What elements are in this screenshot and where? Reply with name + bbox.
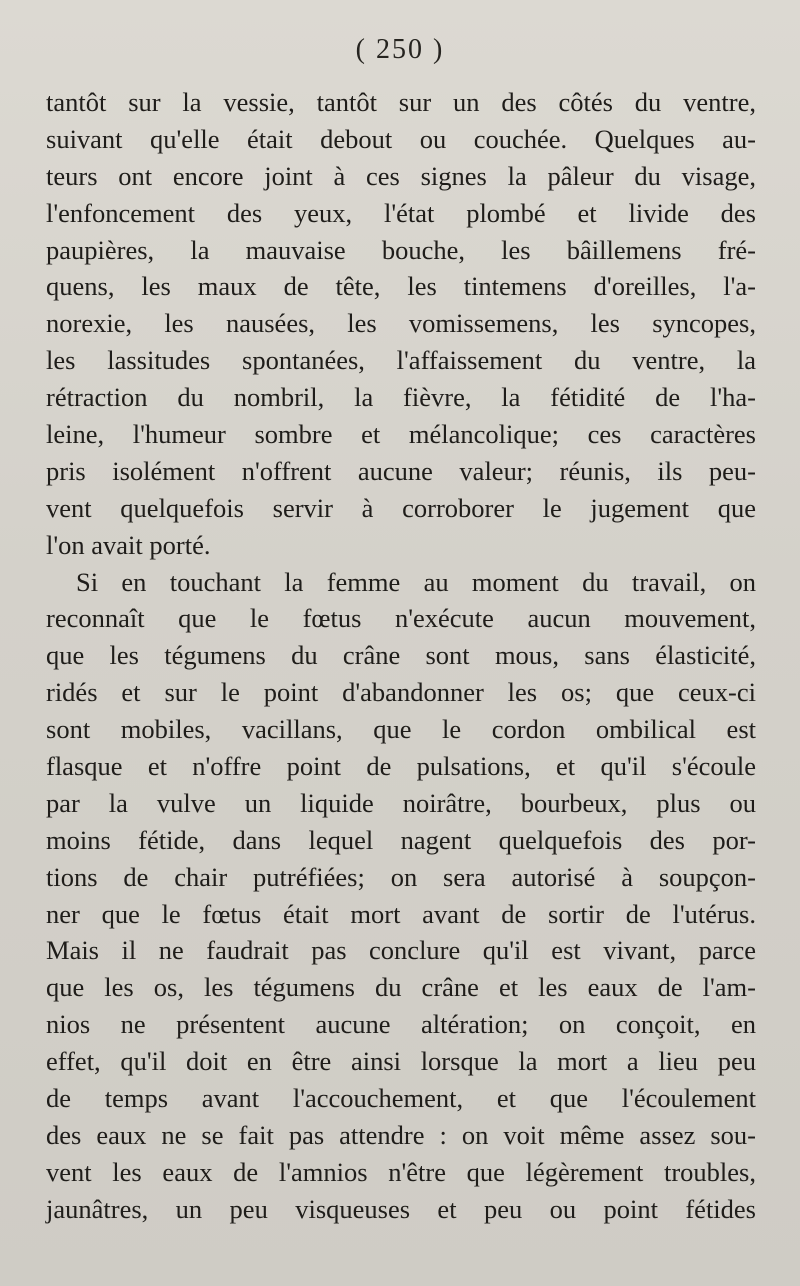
text-line: ridés et sur le point d'abandonner les os; que ceux-ci <box>46 677 756 708</box>
text-line: l'enfoncement des yeux, l'état plombé et livide des <box>46 197 756 228</box>
text-line: vent les eaux de l'amnios n'être que légèrement troubles, <box>46 1156 756 1187</box>
text-line: tantôt sur la vessie, tantôt sur un des côtés du ventre, <box>46 87 756 117</box>
text-line: Si en touchant la femme au moment du travail, on <box>76 566 756 597</box>
text-line: que les os, les tégumens du crâne et les eaux de l'am- <box>46 972 756 1003</box>
text-line: tions de chair putréfiées; on sera autorisé à soupçon- <box>46 861 756 892</box>
text-line: Mais il ne faudrait pas conclure qu'il est vivant, parce <box>46 935 756 966</box>
text-line: rétraction du nombril, la fièvre, la fétidité de l'ha- <box>46 382 756 413</box>
text-line: l'on avait porté. <box>46 529 211 560</box>
text-line: suivant qu'elle était debout ou couchée. Quelques au- <box>46 123 756 154</box>
text-line: reconnaît que le fœtus n'exécute aucun mouvement, <box>46 603 756 634</box>
text-line: sont mobiles, vacillans, que le cordon ombilical est <box>46 714 756 745</box>
text-line: les lassitudes spontanées, l'affaissement du ventre, la <box>46 345 756 376</box>
paragraph-2 <box>46 564 756 1228</box>
text-line: vent quelquefois servir à corroborer le jugement que <box>46 492 756 523</box>
text-line: moins fétide, dans lequel nagent quelquefois des por- <box>46 824 756 855</box>
body-text <box>46 84 756 1228</box>
text-line: norexie, les nausées, les vomissemens, les syncopes, <box>46 308 756 339</box>
text-line: par la vulve un liquide noirâtre, bourbeux, plus ou <box>46 787 756 818</box>
text-line: de temps avant l'accouchement, et que l'écoulement <box>46 1083 756 1114</box>
text-line: quens, les maux de tête, les tintemens d'oreilles, l'a- <box>46 271 756 302</box>
text-line: teurs ont encore joint à ces signes la pâleur du visage, <box>46 160 756 191</box>
text-line: jaunâtres, un peu visqueuses et peu ou point fétides <box>46 1193 756 1224</box>
text-line: que les tégumens du crâne sont mous, sans élasticité, <box>46 640 756 671</box>
text-line: effet, qu'il doit en être ainsi lorsque la mort a lieu peu <box>46 1046 756 1077</box>
text-line: des eaux ne se fait pas attendre : on voit même assez sou- <box>46 1119 756 1150</box>
text-line: leine, l'humeur sombre et mélancolique; ces caractères <box>46 419 756 450</box>
text-line: ner que le fœtus était mort avant de sortir de l'utérus. <box>46 898 756 929</box>
text-line: pris isolément n'offrent aucune valeur; réunis, ils peu- <box>46 455 756 486</box>
page-number: ( 250 ) <box>355 34 445 65</box>
paragraph-1 <box>46 84 756 564</box>
text-line: flasque et n'offre point de pulsations, et qu'il s'écoule <box>46 751 756 782</box>
text-line: nios ne présentent aucune altération; on conçoit, en <box>46 1009 756 1040</box>
text-line: paupières, la mauvaise bouche, les bâillemens fré- <box>46 234 756 265</box>
